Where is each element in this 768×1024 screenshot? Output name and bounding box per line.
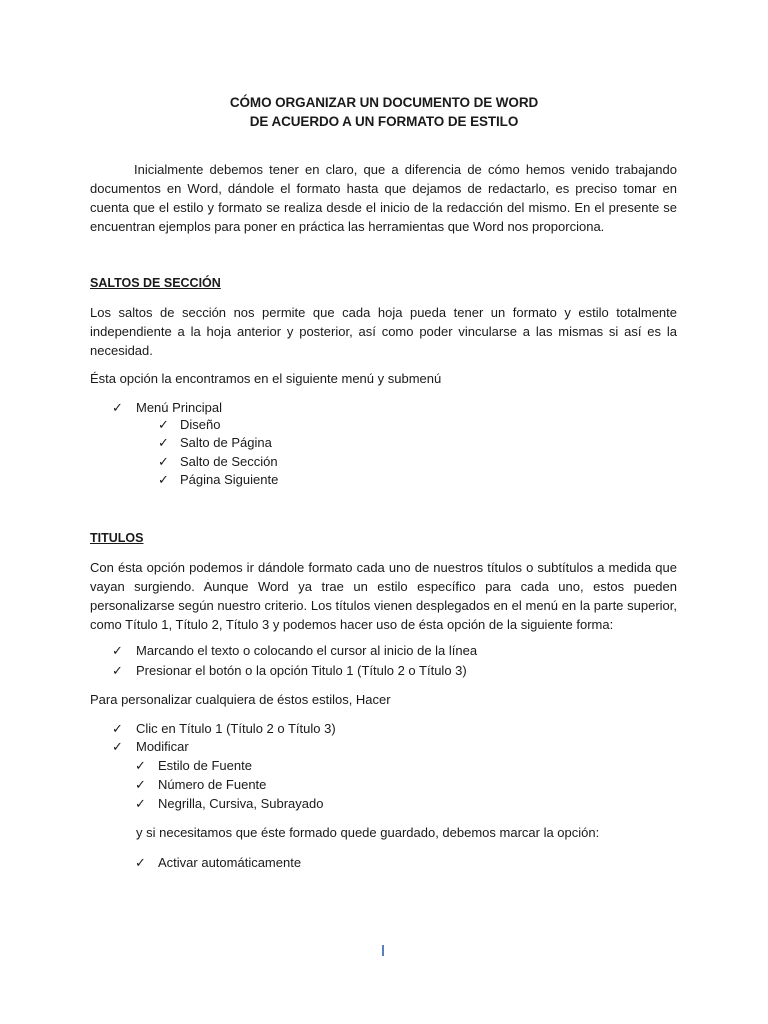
document-title-line-2: DE ACUERDO A UN FORMATO DE ESTILO [249, 114, 519, 129]
check-icon: ✓ [158, 417, 169, 432]
check-icon: ✓ [158, 454, 169, 469]
check-icon: ✓ [112, 721, 123, 736]
list-item: Salto de Página [180, 435, 272, 450]
check-icon: ✓ [135, 758, 146, 773]
check-icon: ✓ [158, 435, 169, 450]
list-item: Menú Principal [136, 400, 222, 415]
intro-paragraph: Inicialmente debemos tener en claro, que a diferencia de cómo hemos venido trabajando documentos en Word, dándole el formato hasta que dejamos de redactarlo, es preciso tomar en cuenta que el estilo y formato se realiza desde el inicio de la redacción del mismo. En el presente se encuentran ejemplos para poner en práctica las herramientas que Word nos proporciona. [90, 162, 677, 234]
customize-intro-text: Para personalizar cualquiera de éstos estilos, Hacer [90, 692, 391, 707]
check-icon: ✓ [135, 777, 146, 792]
check-icon: ✓ [158, 472, 169, 487]
list-item: Estilo de Fuente [158, 758, 252, 773]
section-heading-saltos: SALTOS DE SECCIÓN [90, 276, 221, 290]
saltos-paragraph: Los saltos de sección nos permite que cada hoja pueda tener un formato y estilo totalmente independiente a la hoja anterior y posterior, así como poder vincularse a las mismas si así es la necesidad. [90, 305, 677, 358]
list-item: Número de Fuente [158, 777, 267, 792]
check-icon: ✓ [112, 643, 123, 658]
list-item: Modificar [136, 739, 189, 754]
menu-intro-text: Ésta opción la encontramos en el siguiente menú y submenú [90, 371, 442, 386]
list-item: Salto de Sección [180, 454, 278, 469]
list-item: Activar automáticamente [158, 855, 302, 870]
text-cursor-mark [382, 945, 384, 956]
list-item: Diseño [180, 417, 221, 432]
check-icon: ✓ [112, 739, 123, 754]
list-item: Página Siguiente [180, 472, 279, 487]
check-icon: ✓ [112, 663, 123, 678]
save-note-text: y si necesitamos que éste formado quede guardado, debemos marcar la opción: [136, 825, 600, 840]
list-item: Negrilla, Cursiva, Subrayado [158, 796, 324, 811]
check-icon: ✓ [135, 796, 146, 811]
list-item: Presionar el botón o la opción Titulo 1 (Título 2 o Título 3) [136, 663, 467, 678]
document-title-line-1: CÓMO ORGANIZAR UN DOCUMENTO DE WORD [229, 95, 539, 110]
check-icon: ✓ [112, 400, 123, 415]
check-icon: ✓ [135, 855, 146, 870]
section-heading-titulos: TITULOS [90, 531, 144, 545]
list-item: Marcando el texto o colocando el cursor al inicio de la línea [136, 643, 478, 658]
titulos-paragraph: Con ésta opción podemos ir dándole formato cada uno de nuestros títulos o subtítulos a medida que vayan surgiendo. Aunque Word ya trae un estilo específico para cada uno, estos pueden personalizarse según nuestro criterio. Los títulos vienen desplegados en el menú en la parte superior, como Título 1, Título 2, Título 3 y podemos hacer uso de ésta opción de la siguiente forma: [90, 560, 677, 632]
list-item: Clic en Título 1 (Título 2 o Título 3) [136, 721, 336, 736]
